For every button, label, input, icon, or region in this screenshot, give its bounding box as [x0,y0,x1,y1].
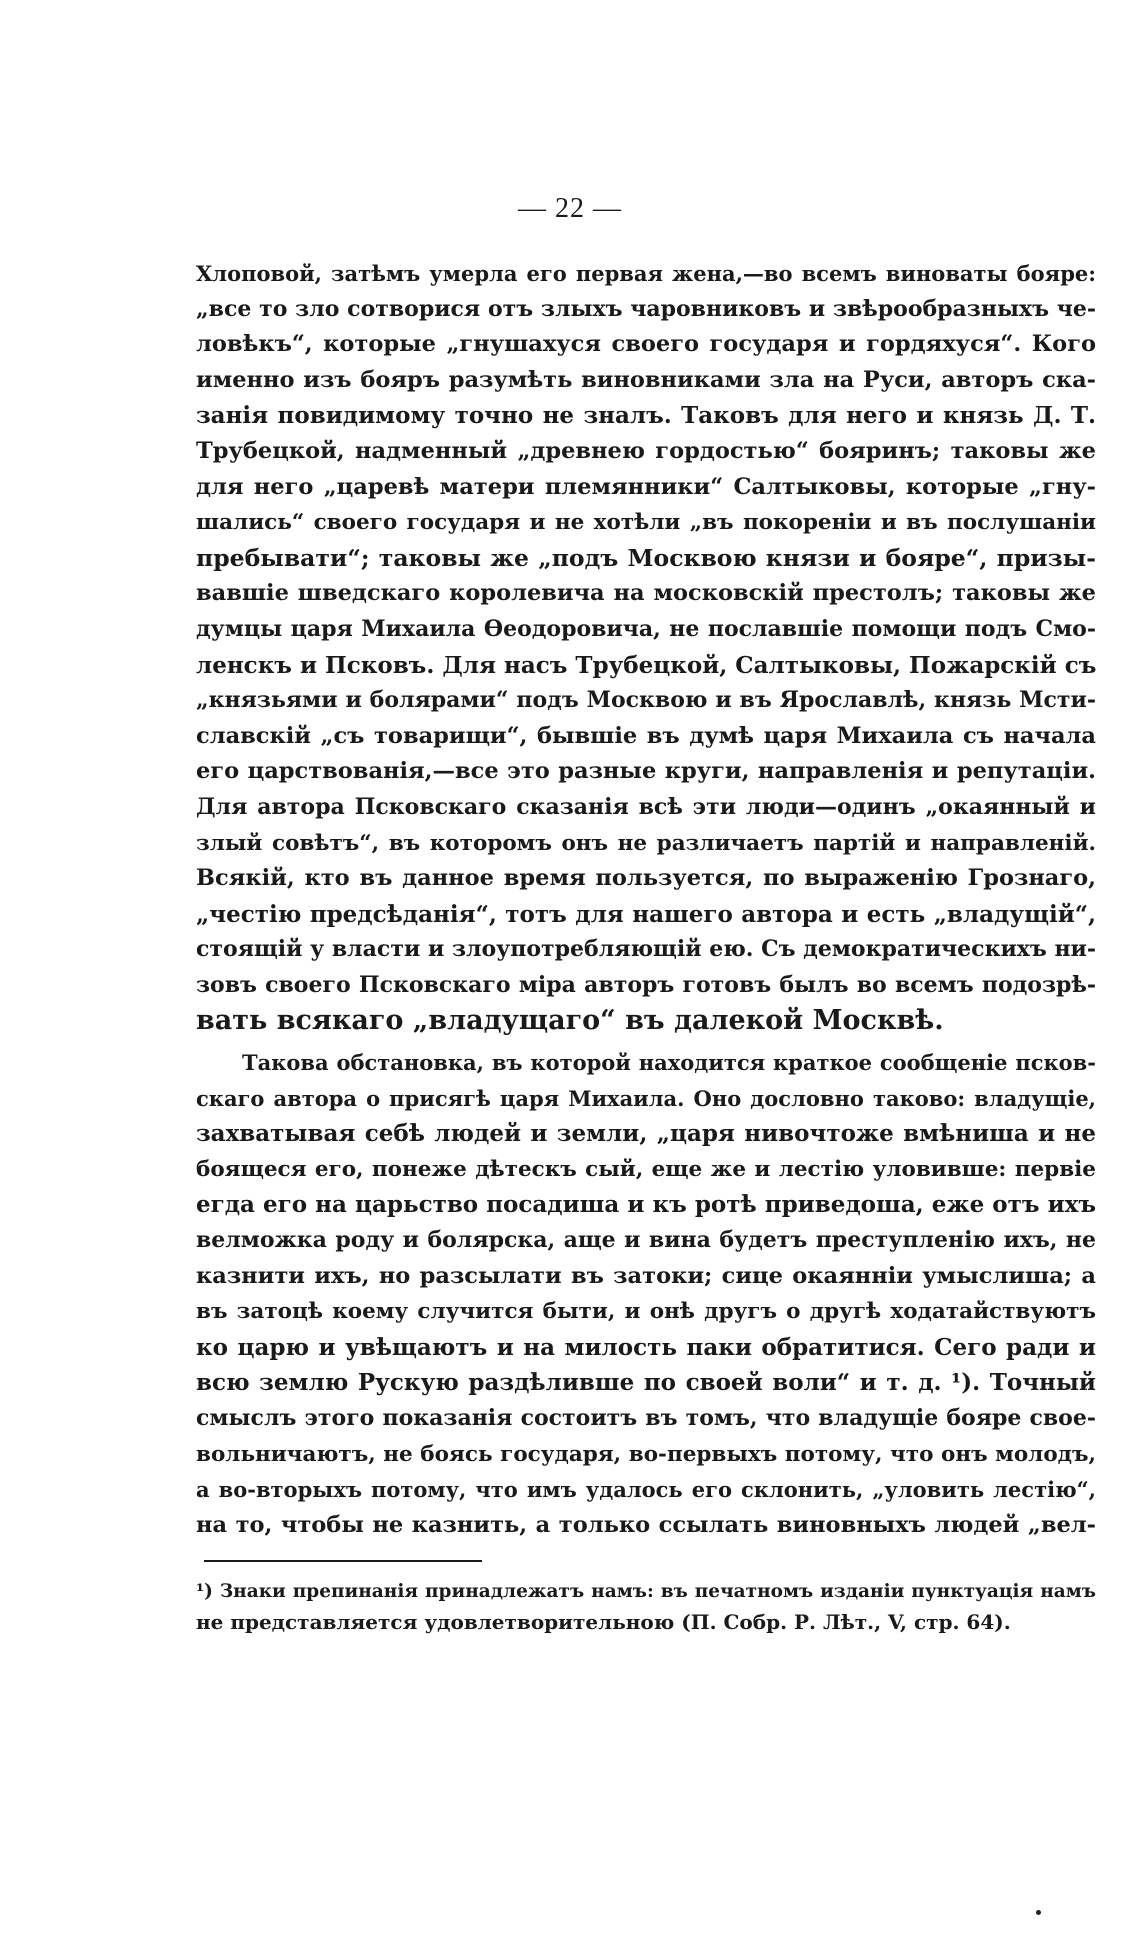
text-line: боящеся его, понеже дѣтескъ сый, еще же и лестію уловивше: первіе [196,1156,1096,1182]
text-line: вать всякаго „владущаго“ въ далекой Москвѣ. [196,1005,944,1037]
text-line: велможка роду и болярска, аще и вина будетъ преступленію ихъ, не [196,1227,1096,1254]
paragraph-1 [196,256,1096,1039]
text-line: Такова обстановка, въ которой находится краткое сообщеніе псков- [242,1050,1096,1076]
text-line: смыслъ этого показанія состоитъ въ томъ, что владущіе бояре свое- [196,1405,1096,1431]
text-line: Трубецкой, надменный „древнею гордостью“ бояринъ; таковы же [196,437,1096,464]
text-line: занія повидимому точно не зналъ. Таковъ для него и князь Д. Т. [196,402,1096,430]
text-line: ко царю и увѣщаютъ и на милость паки обратитися. Сего ради и [196,1333,1096,1361]
text-line: Для автора Псковскаго сказанія всѣ эти люди—одинъ „окаянный и [196,793,1096,820]
text-line: вавшіе шведскаго королевича на московскій престолъ; таковы же [196,580,1096,607]
text-line: всю землю Рускую раздѣливше по своей воли“ и т. д. ¹). Точный [196,1369,1096,1397]
text-line: казнити ихъ, но разсылати въ затоки; сице окаянніи умыслиша; а [196,1262,1096,1289]
text-line: ленскъ и Псковъ. Для насъ Трубецкой, Салтыковы, Пожарскій съ [196,651,1096,679]
text-line: зовъ своего Псковскаго міра авторъ готовъ былъ во всемъ подозрѣ- [196,971,1096,998]
footnote-line: не представляется удовлетворительною (П. Собр. Р. Лѣт., V, стр. 64). [196,1610,1011,1634]
paragraph-2 [196,1045,1096,1543]
footnote [196,1576,1096,1638]
text-line: а во-вторыхъ потому, что имъ удалось его склонить, „уловить лестію“, [196,1477,1096,1503]
text-line: ловѣкъ“, которые „гнушахуся своего государя и гордяхуся“. Кого [196,331,1096,358]
text-line: его царствованія,—все это разные круги, направленія и репутаціи. [196,758,1096,785]
footnote-line: ¹) Знаки препинанія принадлежатъ намъ: въ печатномъ изданіи пунктуація намъ [196,1581,1096,1602]
text-line: вольничаютъ, не боясь государя, во-первыхъ потому, что онъ молодъ, [196,1441,1096,1467]
text-line: думцы царя Михаила Өеодоровича, не пославшіе помощи подъ Смо- [196,615,1096,642]
text-line: скаго автора о присягѣ царя Михаила. Оно дословно таково: владущіе, [196,1085,1096,1111]
text-line: въ затоцѣ коему случится быти, и онѣ другъ о другѣ ходатайствуютъ [196,1299,1096,1325]
text-line: „все то зло сотворися отъ злыхъ чаровниковъ и звѣрообразныхъ че- [196,295,1096,322]
text-line: злый совѣтъ“, въ которомъ онъ не различаетъ партій и направленій. [196,830,1096,856]
text-line: шались“ своего государя и не хотѣли „въ покореніи и въ послушаніи [196,510,1096,536]
text-line: Всякій, кто въ данное время пользуется, по выраженію Грознаго, [196,865,1096,892]
print-speck [1036,1910,1041,1915]
body-text [196,256,1096,1543]
text-line: именно изъ бояръ разумѣть виновниками зла на Руси, авторъ ска- [196,366,1096,393]
text-line: Хлоповой, затѣмъ умерла его первая жена,—во всемъ виноваты бояре: [196,261,1096,286]
text-line: славскій „съ товарищи“, бывшіе въ думѣ царя Михаила съ начала [196,722,1096,749]
text-line: пребывати“; таковы же „подъ Москвою князи и бояре“, призы- [196,543,1096,572]
text-line: захватывая себѣ людей и земли, „царя нивочтоже вмѣниша и не [196,1120,1096,1148]
text-line: егда его на царьство посадиша и къ ротѣ приведоша, еже отъ ихъ [196,1191,1096,1219]
text-line: для него „царевѣ матери племянники“ Салтыковы, которые „гну- [196,473,1096,500]
page-number: — 22 — [518,193,622,224]
text-line: „князьями и болярами“ подъ Москвою и въ Ярославлѣ, князь Мсти- [196,687,1096,714]
text-line: „честію предсѣданія“, тотъ для нашего автора и есть „владущій“, [196,900,1096,928]
text-line: на то, чтобы не казнить, а только ссылать виновныхъ людей „вел- [196,1511,1096,1538]
footnote-divider [204,1560,482,1562]
text-line: стоящій у власти и злоупотребляющій ею. Съ демократическихъ ни- [196,936,1096,963]
